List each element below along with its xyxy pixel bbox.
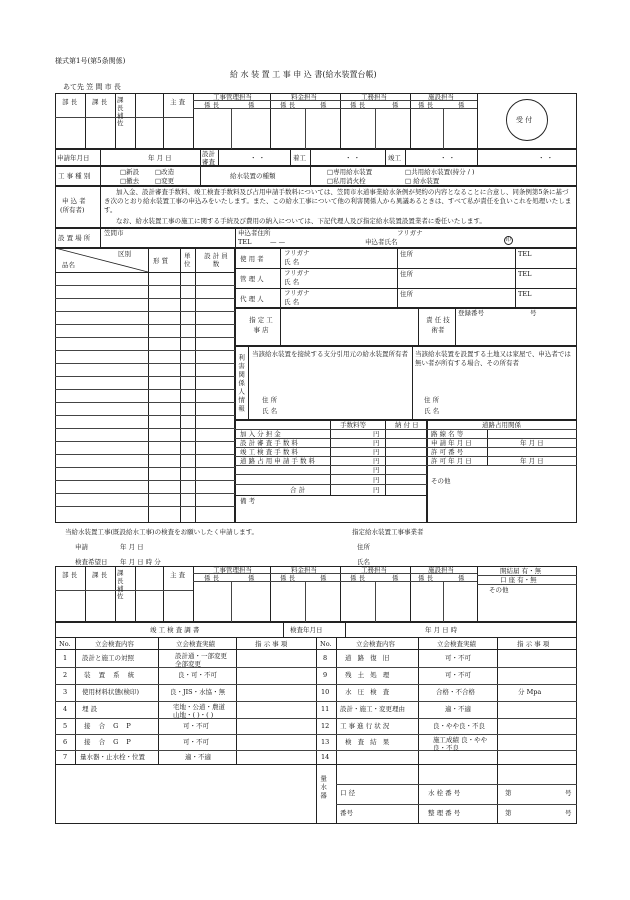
kaiketsu-todoke: 開結届 有・無	[500, 567, 542, 575]
applicant-label: 申 込 者	[62, 197, 86, 205]
row-item: 検 査 結 果	[345, 738, 392, 746]
row-no: 8	[323, 654, 328, 662]
shusa-label: 主 査	[170, 98, 186, 106]
extra-date: ・ ・	[538, 154, 554, 162]
row-result: 適・不適	[445, 705, 471, 713]
road-header: 道路占用関係	[482, 421, 521, 429]
bucho-label: 部 長	[62, 98, 78, 106]
agent-tel: TEL	[518, 290, 532, 298]
row-result: 可・不可	[445, 654, 471, 662]
koza: 口 座 有・無	[500, 576, 537, 584]
fee-kanyu: 加 入 分 担 金	[240, 430, 281, 438]
kakari-2-3: 係	[392, 574, 399, 582]
fees-header: 手数料等	[340, 421, 366, 429]
row-item: 埋 設	[82, 705, 98, 713]
interest-right-addr: 住 所	[424, 396, 440, 404]
form-number: 様式第1号(第5条関係)	[55, 57, 126, 65]
row-item: 接 合 G P	[84, 738, 134, 746]
row-result: 可・不可	[183, 722, 209, 730]
col-sekkei: 設 計 員 数	[204, 252, 228, 269]
designated-contractor: 指定給水装置工事事業者	[352, 528, 424, 536]
kachohosa-label-2: 課 長 補 佐	[117, 569, 124, 601]
road-permit-date: 許 可 年 月 日	[431, 457, 472, 465]
yen-5: 円	[373, 466, 380, 474]
group-shisetsu: 施設担当	[428, 93, 454, 101]
kakari-3: 係	[392, 101, 399, 109]
road-apply-date: 申 請 年 月 日	[431, 439, 472, 447]
hope-date-value: 年 月 日 時 分	[120, 558, 161, 566]
row-result: 可・不可	[445, 671, 471, 679]
row-no: 1	[63, 654, 68, 662]
start-label: 着工	[293, 154, 306, 162]
hope-date-label: 検査希望日	[75, 558, 108, 566]
row-result: 設計通・一部変更 全部変更	[175, 652, 227, 669]
row-no: 5	[63, 722, 68, 730]
group-ryokin: 料金担当	[291, 93, 317, 101]
row-result: 合格・不合格	[436, 688, 475, 696]
row-no: 13	[321, 738, 330, 746]
kakari-2-1: 係	[248, 574, 255, 582]
applicant-name-label: 申込者氏名	[365, 238, 398, 246]
completion-title: 竣 工 検 査 調 書	[150, 626, 200, 634]
dates-row	[55, 149, 577, 166]
kakaricho-4: 係 長	[418, 101, 434, 109]
approval-block	[55, 93, 577, 149]
road-permit-no: 許 可 番 号	[431, 448, 464, 456]
inspection-request-text: 当給水装置工事(既設給水工事)の検査をお願いしたく申請します。	[65, 528, 259, 536]
furigana-label: フリガナ	[397, 229, 423, 237]
kakari-1: 係	[248, 101, 255, 109]
dai-1: 第	[505, 789, 512, 797]
group-ryokin-2: 料金担当	[291, 566, 317, 574]
row-item: 設計と施工の対照	[82, 654, 134, 662]
tel-dash: — —	[270, 238, 286, 246]
manager-name: 氏 名	[284, 278, 300, 286]
paydate-header: 納 付 日	[395, 421, 419, 429]
tel-label: TEL	[238, 238, 252, 246]
fee-shunko: 竣 工 検 査 手 数 料	[240, 448, 298, 456]
agent-label: 代 理 人	[240, 295, 264, 303]
group-kouji-2: 工事管理担当	[213, 566, 252, 574]
group-komu-2: 工務担当	[361, 566, 387, 574]
reception-label: 受 付	[516, 116, 533, 124]
row-no: 9	[323, 671, 328, 679]
row-no: 6	[63, 738, 68, 746]
interest-right-text: 当該給水装置を設置する土地又は家屋で、申込者では無い者が所有する場合、その所有者	[415, 350, 571, 368]
row-result: 宅地・公道・農道 山地・( )・( )	[173, 703, 225, 720]
h-item-right: 立会検査内容	[356, 640, 395, 648]
yen-2: 円	[373, 439, 380, 447]
row-item: 装 置 系 統	[84, 671, 138, 679]
interest-left-text: 当該給水装置を接続する支分引用元の給水装置所有者	[252, 350, 408, 358]
site-label: 設 置 場 所	[58, 234, 91, 242]
apply-date-value: 年 月 日	[148, 154, 172, 162]
start-date: ・ ・	[345, 154, 361, 162]
row-item: 道 路 復 旧	[345, 654, 392, 662]
kind-shared[interactable]: □共用給水装置(持分 / )	[405, 168, 475, 176]
row-no: 14	[321, 753, 330, 761]
row-no: 7	[63, 753, 68, 761]
inspection-date: 年 月 日 時	[425, 626, 458, 634]
h-result-left: 立会検査実績	[176, 640, 215, 648]
row-no: 3	[63, 688, 68, 696]
interest-side-label: 利害関係人情報	[237, 354, 246, 414]
row-item: 残 土 処 理	[345, 671, 392, 679]
manager-label: 管 理 人	[240, 275, 264, 283]
chief-engineer-label: 責 任 技術者	[426, 316, 450, 334]
kakari-2-4: 係	[458, 574, 465, 582]
go-2: 号	[565, 809, 572, 817]
meter-diameter: 口 径	[340, 789, 356, 797]
meter-label: 量水器	[319, 775, 328, 801]
group-shisetsu-2: 施設担当	[428, 566, 454, 574]
h-note-right: 指 示 事 項	[517, 640, 550, 648]
design-label: 設計審査	[202, 150, 215, 166]
col-kubun: 区別	[118, 250, 131, 258]
group-kouji: 工事管理担当	[213, 93, 252, 101]
yen-3: 円	[373, 448, 380, 456]
agent-name: 氏 名	[284, 298, 300, 306]
user-name: 氏 名	[284, 258, 300, 266]
applicant-label2: (所有者)	[60, 206, 85, 214]
row-result: 適・不適	[185, 753, 211, 761]
device-kind-label: 給水装置の種類	[230, 172, 276, 180]
road-permit-ymd: 年 月 日	[520, 457, 544, 465]
row-result: 良・可・不可	[178, 671, 217, 679]
fee-total: 合 計	[290, 486, 306, 494]
row-item: 使用材料状態(検印)	[82, 688, 140, 696]
yen-7: 円	[373, 486, 380, 494]
fee-sekkei: 設 計 審 査 手 数 料	[240, 439, 298, 447]
reg-no-label: 登録番号	[458, 309, 484, 317]
kakaricho-1: 係 長	[204, 101, 220, 109]
fee-doro: 道 路 占 用 申 請 手 数 料	[240, 457, 316, 465]
remarks-label: 備 考	[240, 497, 256, 505]
h-no-right: No.	[320, 640, 332, 648]
end-date: ・ ・	[440, 154, 456, 162]
go-1: 号	[565, 789, 572, 797]
work-type-label: 工 事 種 別	[58, 172, 91, 180]
work-opt-remove[interactable]: □撤去	[120, 177, 140, 185]
row-item: 設計・施工・変更理由	[340, 705, 405, 713]
manager-furigana: フリガナ	[284, 269, 310, 277]
request-ymd: 年 月 日	[120, 543, 144, 551]
kakari-2: 係	[320, 101, 327, 109]
applicant-address-label: 申込者住所	[238, 229, 271, 237]
kakaricho-2: 係 長	[280, 101, 296, 109]
applicant-agreement: 加入金、設計審査手数料、竣工検査手数料及び占用申請手数料については、笠間市水道事業給水条例が契約の内容となることに合意し、同条例第5条に基づき次のとおり給水装置工事の申込みをいたします。また、この給水工事について他の利害関係人から異議あるときは、すべて私が責任を負いこれを処理いたします。	[104, 188, 572, 214]
col-hinmei: 品名	[62, 261, 75, 269]
interest-left-name: 氏 名	[262, 407, 278, 415]
yen-6: 円	[373, 476, 380, 484]
h-no-left: No.	[59, 640, 71, 648]
row-no: 12	[321, 722, 330, 730]
row-no: 2	[63, 671, 68, 679]
interest-right-name: 氏 名	[424, 407, 440, 415]
request-label: 申請	[75, 543, 88, 551]
kakaricho-2-2: 係 長	[280, 574, 296, 582]
contractor-name: 氏名	[357, 558, 370, 566]
row-result: 良・やや良・不良	[433, 722, 485, 730]
row-item: 接 合 G P	[84, 722, 134, 730]
dai-2: 第	[505, 809, 512, 817]
reference-number-label: 整 理 番 号	[428, 809, 461, 817]
contractor-block	[235, 308, 577, 346]
yen-1: 円	[373, 430, 380, 438]
reg-no-suffix: 号	[530, 309, 537, 317]
row-no: 4	[63, 705, 68, 713]
work-opt-new[interactable]: □新設	[120, 168, 140, 176]
kacho-label-2: 課 長	[92, 571, 108, 579]
row-no: 11	[321, 705, 330, 713]
yen-4: 円	[373, 457, 380, 465]
seal-label: 印	[505, 236, 512, 243]
design-date: ・ ・	[250, 154, 266, 162]
kind-private[interactable]: □専用給水装置	[327, 168, 373, 176]
agent-address: 住所	[400, 290, 413, 298]
addressee: あて先 笠 間 市 長	[63, 83, 121, 91]
contractor-label: 指 定 工 事 店	[249, 316, 273, 334]
pressure-note: 分 Mpa	[518, 688, 542, 696]
col-keishitsu: 形 質	[153, 257, 169, 265]
kakaricho-2-3: 係 長	[350, 574, 366, 582]
site-city: 笠間市	[104, 229, 124, 237]
h-item-left: 立会検査内容	[95, 640, 134, 648]
user-furigana: フリガナ	[284, 249, 310, 257]
row-result: 施工成績 良・やや良・不良	[433, 736, 488, 753]
meter-number: 番号	[340, 809, 353, 817]
kachohosa-label: 課 長 補 佐	[117, 96, 124, 128]
end-label: 竣工	[388, 154, 401, 162]
manager-address: 住所	[400, 270, 413, 278]
kakaricho-2-1: 係 長	[204, 574, 220, 582]
hydrant-number-label: 水 栓 番 号	[428, 789, 461, 797]
user-address: 住所	[400, 250, 413, 258]
work-opt-change[interactable]: □変更	[155, 177, 175, 185]
user-tel: TEL	[518, 250, 532, 258]
row-item: 水 圧 検 査	[345, 688, 392, 696]
shusa-label-2: 主 査	[170, 571, 186, 579]
work-opt-modify[interactable]: □改造	[155, 168, 175, 176]
inspection-date-label: 検査年月日	[290, 626, 323, 634]
row-item: 量水器・止水栓・位置	[80, 753, 145, 761]
h-result-right: 立会検査実績	[437, 640, 476, 648]
h-note-left: 指 示 事 項	[255, 640, 288, 648]
manager-tel: TEL	[518, 270, 532, 278]
kakari-4: 係	[458, 101, 465, 109]
site-row	[55, 228, 577, 248]
form-title: 給 水 装 置 工 事 申 込 書(給水装置台帳)	[230, 70, 377, 79]
kakari-2-2: 係	[320, 574, 327, 582]
agent-furigana: フリガナ	[284, 289, 310, 297]
materials-table	[55, 248, 235, 523]
user-label: 使 用 者	[240, 255, 264, 263]
road-apply-ymd: 年 月 日	[520, 439, 544, 447]
row-no: 10	[321, 688, 330, 696]
group-komu: 工務担当	[361, 93, 387, 101]
road-other: その他	[431, 477, 451, 485]
approval2-other: その他	[489, 586, 509, 594]
row-result: 良・JIS・水協・無	[170, 688, 226, 696]
road-route: 路 線 名 等	[431, 430, 464, 438]
row-result: 可・不可	[183, 738, 209, 746]
kind-hydrant[interactable]: □私用消火栓	[327, 177, 366, 185]
kind-other[interactable]: □ 給水装置	[405, 177, 440, 185]
kakaricho-3: 係 長	[350, 101, 366, 109]
kacho-label: 課 長	[92, 98, 108, 106]
applicant-delegation: なお、給水装置工事の施工に関する手続及び費用の納入については、下記代理人及び指定給水装置設置業者に委任いたします。	[116, 217, 486, 225]
apply-date-label: 申請年月日	[57, 154, 90, 162]
contractor-address: 住所	[357, 543, 370, 551]
col-tani: 単 位	[184, 252, 191, 269]
interest-left-addr: 住 所	[262, 396, 278, 404]
bucho-label-2: 部 長	[62, 571, 78, 579]
row-item: 工 事 進 行 状 況	[340, 722, 390, 730]
kakaricho-2-4: 係 長	[418, 574, 434, 582]
